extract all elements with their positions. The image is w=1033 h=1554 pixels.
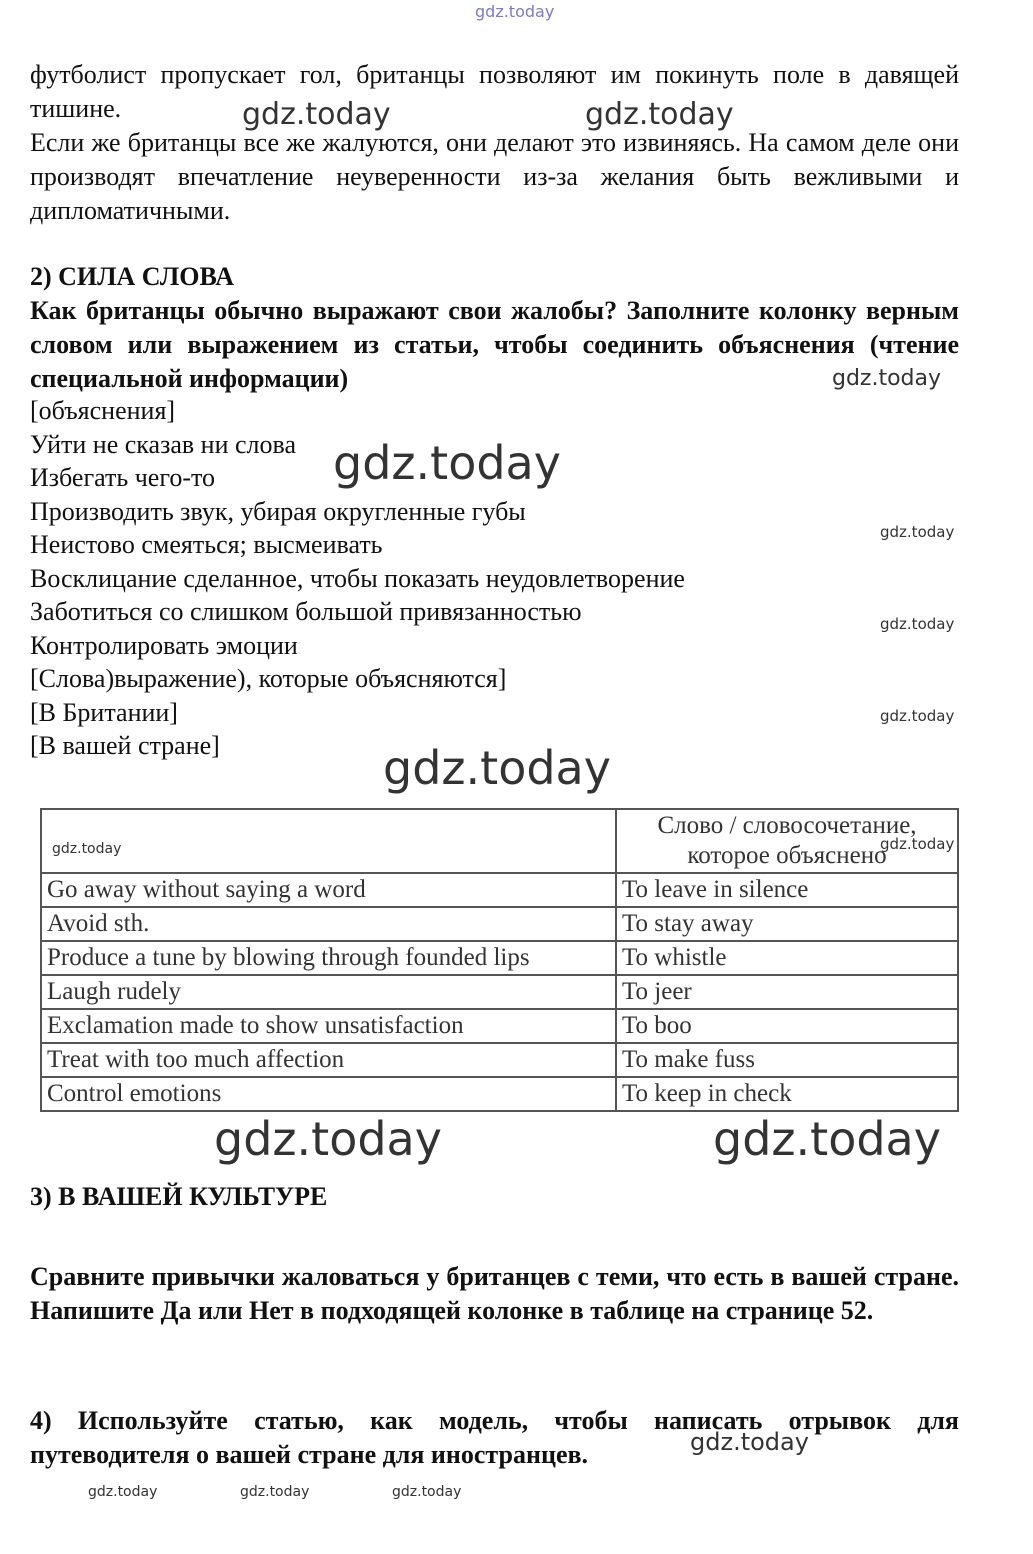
watermark: gdz.today [880,615,955,633]
explanations-line-5: Восклицание сделанное, чтобы показать неудовлетворение [30,564,685,593]
explanations-line-4: Неистово смеяться; высмеивать [30,530,383,559]
explanations-line-8: [Слова)выражение), которые объясняются] [30,664,507,693]
section-2-heading: 2) СИЛА СЛОВА [30,262,235,291]
watermark: gdz.today [585,97,734,132]
explanations-line-0: [объяснения] [30,396,176,425]
explanations-line-2: Избегать чего-то [30,463,216,492]
table-cell-phrase: To whistle [616,941,958,975]
table-cell-phrase: To stay away [616,907,958,941]
table-row [41,1009,958,1043]
watermark: gdz.today [214,1112,442,1166]
watermark: gdz.today [333,436,561,490]
table-cell-explanation: Avoid sth. [41,907,616,941]
table-row [41,907,958,941]
table-row [41,975,958,1009]
table-header-right: Слово / словосочетание, которое объяснено [616,809,958,873]
table-cell-phrase: To jeer [616,975,958,1009]
watermark-top: gdz.today [475,2,555,21]
explanations-line-10: [В вашей стране] [30,731,220,760]
table-cell-phrase: To keep in check [616,1077,958,1111]
table-cell-phrase: To make fuss [616,1043,958,1077]
watermark: gdz.today [880,707,955,725]
table-cell-explanation: Produce a tune by blowing through founded lips [41,941,616,975]
watermark: gdz.today [240,1484,310,1500]
table-cell-explanation: Control emotions [41,1077,616,1111]
table-cell-explanation: Go away without saying a word [41,873,616,907]
table-header-left [41,809,616,873]
table-cell-phrase: To boo [616,1009,958,1043]
table-row [41,1043,958,1077]
table-row [41,1077,958,1111]
watermark: gdz.today [880,523,955,541]
section-3-heading: 3) В ВАШЕЙ КУЛЬТУРЕ [30,1182,328,1211]
watermark: gdz.today [88,1484,158,1500]
table-row [41,941,958,975]
explanations-line-3: Производить звук, убирая округленные губы [30,497,526,526]
explanations-line-1: Уйти не сказав ни слова [30,430,296,459]
watermark: gdz.today [832,366,942,391]
watermark: gdz.today [713,1112,941,1166]
section-3-instruction: Сравните привычки жаловаться у британцев с теми, что есть в вашей стране. Напишите Да или Нет в подходящей колонке в таблице на странице 52. [30,1262,959,1325]
vocabulary-table [40,808,959,1112]
watermark: gdz.today [392,1484,462,1500]
watermark: gdz.today [242,97,391,132]
table-row [41,873,958,907]
explanations-line-9: [В Британии] [30,698,178,727]
table-cell-phrase: To leave in silence [616,873,958,907]
watermark: gdz.today [383,741,611,795]
intro-paragraph-2: Если же британцы все же жалуются, они делают это извиняясь. На самом деле они производят впечатление неуверенности из-за желания быть вежливыми и дипломатичными. [30,128,959,225]
table-cell-explanation: Laugh rudely [41,975,616,1009]
watermark: gdz.today [52,841,122,857]
table-cell-explanation: Treat with too much affection [41,1043,616,1077]
watermark: gdz.today [880,835,955,853]
explanations-line-7: Контролировать эмоции [30,631,298,660]
section-2-instruction: Как британцы обычно выражают свои жалобы? Заполните колонку верным словом или выражением из статьи, чтобы соединить объяснения (чтение специальной информации) [30,296,959,393]
table-header-row [41,809,958,873]
intro-paragraph-1: футболист пропускает гол, британцы позволяют им покинуть поле в давящей тишине. [30,60,959,123]
table-cell-explanation: Exclamation made to show unsatisfaction [41,1009,616,1043]
explanations-line-6: Заботиться со слишком большой привязанностью [30,597,582,626]
section-4-instruction: 4) Используйте статью, как модель, чтобы написать отрывок для путеводителя о вашей стране для иностранцев. [30,1406,959,1469]
watermark: gdz.today [690,1428,809,1456]
